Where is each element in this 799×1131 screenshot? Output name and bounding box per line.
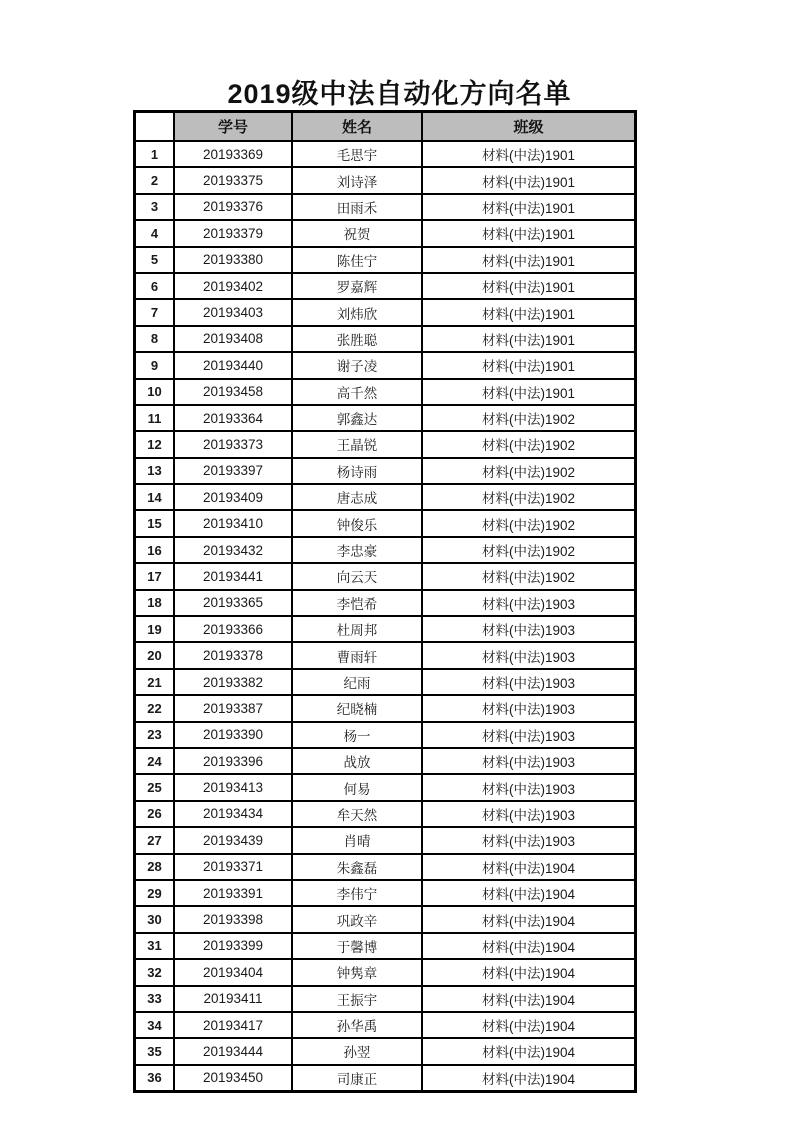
student-name-cell: 杜周邦 [293,617,421,641]
row-index-cell: 4 [136,221,173,245]
row-index-cell: 5 [136,248,173,272]
class-name-cell: 材料(中法)1904 [423,960,634,984]
student-name-cell: 郭鑫达 [293,406,421,430]
class-name-cell: 材料(中法)1902 [423,485,634,509]
student-id-cell: 20193450 [175,1066,291,1090]
student-id-cell: 20193397 [175,459,291,483]
class-name-cell: 材料(中法)1903 [423,775,634,799]
header-cell-class: 班级 [423,113,634,140]
student-id-cell: 20193411 [175,987,291,1011]
student-name-cell: 杨一 [293,723,421,747]
row-index-cell: 21 [136,670,173,694]
student-name-cell: 唐志成 [293,485,421,509]
page-title: 2019级中法自动化方向名单 [227,79,572,109]
row-index-cell: 36 [136,1066,173,1090]
student-name-cell: 纪晓楠 [293,696,421,720]
class-name-cell: 材料(中法)1904 [423,934,634,958]
student-id-cell: 20193390 [175,723,291,747]
student-id-cell: 20193366 [175,617,291,641]
student-name-cell: 谢子凌 [293,353,421,377]
student-id-cell: 20193403 [175,300,291,324]
row-index-cell: 23 [136,723,173,747]
student-id-cell: 20193417 [175,1013,291,1037]
student-name-cell: 于馨博 [293,934,421,958]
row-index-cell: 3 [136,195,173,219]
class-name-cell: 材料(中法)1903 [423,723,634,747]
row-index-cell: 12 [136,432,173,456]
class-name-cell: 材料(中法)1902 [423,459,634,483]
student-id-cell: 20193391 [175,881,291,905]
student-name-cell: 张胜聪 [293,327,421,351]
student-name-cell: 李伟宁 [293,881,421,905]
student-name-cell: 毛思宇 [293,142,421,166]
class-name-cell: 材料(中法)1902 [423,406,634,430]
row-index-cell: 27 [136,828,173,852]
student-id-cell: 20193399 [175,934,291,958]
student-id-cell: 20193371 [175,855,291,879]
class-name-cell: 材料(中法)1901 [423,327,634,351]
class-name-cell: 材料(中法)1904 [423,1039,634,1063]
header-cell-name: 姓名 [293,113,421,140]
student-id-cell: 20193398 [175,907,291,931]
student-name-cell: 孙华禹 [293,1013,421,1037]
row-index-cell: 1 [136,142,173,166]
student-name-cell: 祝贺 [293,221,421,245]
student-id-cell: 20193373 [175,432,291,456]
class-name-cell: 材料(中法)1903 [423,802,634,826]
class-name-cell: 材料(中法)1901 [423,221,634,245]
student-name-cell: 杨诗雨 [293,459,421,483]
student-id-cell: 20193387 [175,696,291,720]
class-name-cell: 材料(中法)1904 [423,1066,634,1090]
student-id-cell: 20193380 [175,248,291,272]
class-name-cell: 材料(中法)1901 [423,380,634,404]
student-name-cell: 牟天然 [293,802,421,826]
class-name-cell: 材料(中法)1904 [423,907,634,931]
row-index-cell: 10 [136,380,173,404]
class-name-cell: 材料(中法)1903 [423,591,634,615]
student-id-cell: 20193382 [175,670,291,694]
student-id-cell: 20193444 [175,1039,291,1063]
row-index-cell: 34 [136,1013,173,1037]
row-index-cell: 16 [136,538,173,562]
student-id-cell: 20193376 [175,195,291,219]
student-name-cell: 刘炜欣 [293,300,421,324]
row-index-cell: 24 [136,749,173,773]
row-index-cell: 25 [136,775,173,799]
student-name-cell: 陈佳宁 [293,248,421,272]
class-name-cell: 材料(中法)1901 [423,168,634,192]
row-index-cell: 11 [136,406,173,430]
student-id-cell: 20193410 [175,511,291,535]
row-index-cell: 20 [136,643,173,667]
student-name-cell: 王晶锐 [293,432,421,456]
student-id-cell: 20193402 [175,274,291,298]
class-name-cell: 材料(中法)1903 [423,643,634,667]
student-id-cell: 20193458 [175,380,291,404]
student-name-cell: 钟隽章 [293,960,421,984]
student-id-cell: 20193378 [175,643,291,667]
class-name-cell: 材料(中法)1901 [423,353,634,377]
student-roster-table [133,110,637,1093]
student-name-cell: 刘诗泽 [293,168,421,192]
row-index-cell: 8 [136,327,173,351]
class-name-cell: 材料(中法)1902 [423,564,634,588]
class-name-cell: 材料(中法)1903 [423,749,634,773]
student-id-cell: 20193439 [175,828,291,852]
student-name-cell: 孙翌 [293,1039,421,1063]
student-id-cell: 20193404 [175,960,291,984]
row-index-cell: 35 [136,1039,173,1063]
class-name-cell: 材料(中法)1904 [423,881,634,905]
row-index-cell: 28 [136,855,173,879]
row-index-cell: 17 [136,564,173,588]
student-name-cell: 向云天 [293,564,421,588]
class-name-cell: 材料(中法)1902 [423,511,634,535]
student-name-cell: 高千然 [293,380,421,404]
class-name-cell: 材料(中法)1901 [423,248,634,272]
student-id-cell: 20193413 [175,775,291,799]
row-index-cell: 33 [136,987,173,1011]
header-cell-index [136,113,173,140]
row-index-cell: 6 [136,274,173,298]
student-id-cell: 20193408 [175,327,291,351]
student-id-cell: 20193364 [175,406,291,430]
student-name-cell: 钟俊乐 [293,511,421,535]
row-index-cell: 15 [136,511,173,535]
class-name-cell: 材料(中法)1904 [423,987,634,1011]
student-name-cell: 战放 [293,749,421,773]
student-name-cell: 王振宇 [293,987,421,1011]
student-name-cell: 朱鑫磊 [293,855,421,879]
row-index-cell: 30 [136,907,173,931]
row-index-cell: 2 [136,168,173,192]
student-id-cell: 20193441 [175,564,291,588]
student-id-cell: 20193409 [175,485,291,509]
row-index-cell: 32 [136,960,173,984]
class-name-cell: 材料(中法)1904 [423,855,634,879]
student-name-cell: 罗嘉辉 [293,274,421,298]
row-index-cell: 26 [136,802,173,826]
class-name-cell: 材料(中法)1901 [423,142,634,166]
row-index-cell: 29 [136,881,173,905]
class-name-cell: 材料(中法)1904 [423,1013,634,1037]
student-name-cell: 司康正 [293,1066,421,1090]
header-cell-student-id: 学号 [175,113,291,140]
student-name-cell: 田雨禾 [293,195,421,219]
row-index-cell: 19 [136,617,173,641]
student-name-cell: 李恺希 [293,591,421,615]
student-id-cell: 20193432 [175,538,291,562]
student-name-cell: 肖晴 [293,828,421,852]
row-index-cell: 13 [136,459,173,483]
student-id-cell: 20193379 [175,221,291,245]
row-index-cell: 7 [136,300,173,324]
class-name-cell: 材料(中法)1901 [423,274,634,298]
class-name-cell: 材料(中法)1903 [423,617,634,641]
row-index-cell: 18 [136,591,173,615]
student-id-cell: 20193375 [175,168,291,192]
row-index-cell: 31 [136,934,173,958]
class-name-cell: 材料(中法)1902 [423,538,634,562]
class-name-cell: 材料(中法)1901 [423,195,634,219]
student-id-cell: 20193440 [175,353,291,377]
student-id-cell: 20193396 [175,749,291,773]
class-name-cell: 材料(中法)1903 [423,828,634,852]
row-index-cell: 14 [136,485,173,509]
student-id-cell: 20193369 [175,142,291,166]
student-id-cell: 20193434 [175,802,291,826]
class-name-cell: 材料(中法)1903 [423,696,634,720]
student-name-cell: 何易 [293,775,421,799]
student-name-cell: 巩政辛 [293,907,421,931]
student-id-cell: 20193365 [175,591,291,615]
student-name-cell: 纪雨 [293,670,421,694]
class-name-cell: 材料(中法)1901 [423,300,634,324]
row-index-cell: 9 [136,353,173,377]
class-name-cell: 材料(中法)1903 [423,670,634,694]
class-name-cell: 材料(中法)1902 [423,432,634,456]
student-name-cell: 曹雨轩 [293,643,421,667]
student-name-cell: 李忠豪 [293,538,421,562]
row-index-cell: 22 [136,696,173,720]
